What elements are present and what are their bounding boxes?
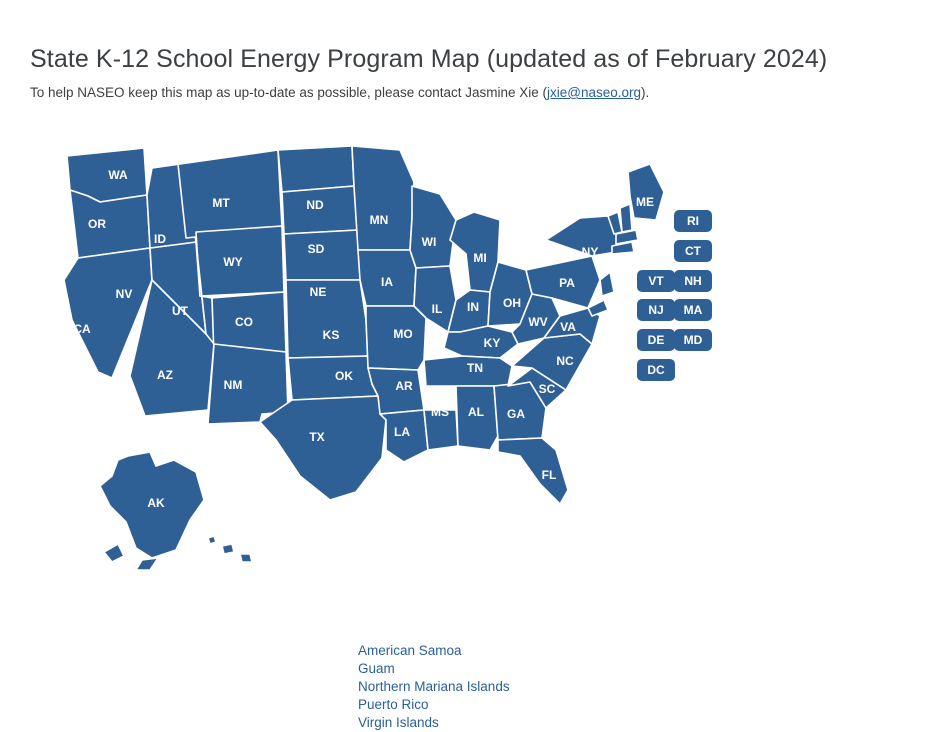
state-shape-or[interactable] xyxy=(70,190,150,258)
state-shape-ks[interactable] xyxy=(286,280,368,358)
state-label-la: LA xyxy=(394,425,410,440)
boxed-state-nj[interactable] xyxy=(637,299,675,321)
territory-item[interactable]: Virgin Islands xyxy=(358,715,439,730)
state-label-co: CO xyxy=(235,315,253,330)
state-shape-me[interactable] xyxy=(628,164,664,220)
state-label-ms: MS xyxy=(431,405,449,420)
state-shape-wy[interactable] xyxy=(196,226,284,296)
state-shape-mo[interactable] xyxy=(366,306,426,370)
contact-note xyxy=(30,85,649,100)
state-shape-nj-outline[interactable] xyxy=(600,272,614,296)
state-label-ri: RI xyxy=(687,214,699,229)
state-shape-tx[interactable] xyxy=(260,396,386,500)
state-label-hi: HI xyxy=(259,542,271,557)
state-label-sc: SC xyxy=(538,382,556,397)
state-shape-la[interactable] xyxy=(380,410,428,462)
state-label-de: DE xyxy=(647,333,665,348)
state-label-ak: AK xyxy=(147,496,165,511)
state-label-nj: NJ xyxy=(648,303,664,318)
state-shape-wi[interactable] xyxy=(410,186,456,268)
state-label-in: IN xyxy=(467,300,479,315)
state-label-ca: CA xyxy=(73,322,91,337)
state-label-dc: DC xyxy=(647,363,665,378)
boxed-states-group xyxy=(637,210,712,381)
boxed-state-de[interactable] xyxy=(637,329,675,351)
boxed-state-md[interactable] xyxy=(674,329,712,351)
page-title: State K-12 School Energy Program Map (updated as of February 2024) xyxy=(30,44,828,73)
state-shape-ms[interactable] xyxy=(424,410,458,450)
state-shape-hi-islands[interactable] xyxy=(208,536,252,562)
territory-item[interactable]: Guam xyxy=(358,661,395,676)
contact-note-prefix: To help NASEO keep this map as up-to-date as possible, please contact Jasmine Xie ( xyxy=(30,85,548,100)
state-label-nc: NC xyxy=(556,354,574,369)
boxed-state-rect[interactable] xyxy=(637,359,675,381)
state-label-al: AL xyxy=(468,405,484,420)
boxed-state-ri[interactable] xyxy=(674,210,712,232)
state-label-ct: CT xyxy=(685,244,701,259)
state-label-ia: IA xyxy=(381,275,393,290)
state-shape-tn[interactable] xyxy=(424,356,512,386)
boxed-state-vt[interactable] xyxy=(637,270,675,292)
state-label-mt: MT xyxy=(212,196,230,211)
state-label-wa: WA xyxy=(108,168,128,183)
boxed-state-nh[interactable] xyxy=(674,270,712,292)
state-label-az: AZ xyxy=(157,368,173,383)
state-shape-mn[interactable] xyxy=(352,146,414,250)
state-shapes-group xyxy=(64,146,664,570)
state-label-ks: KS xyxy=(322,328,340,343)
boxed-state-rect[interactable] xyxy=(674,270,712,292)
territory-item[interactable]: Puerto Rico xyxy=(358,697,429,712)
state-label-oh: OH xyxy=(503,296,521,311)
state-label-tx: TX xyxy=(309,430,325,445)
boxed-state-rect[interactable] xyxy=(637,299,675,321)
state-label-ne: NE xyxy=(309,285,327,300)
state-label-vt: VT xyxy=(648,274,664,289)
state-label-md: MD xyxy=(683,333,703,348)
state-shape-nh-outline[interactable] xyxy=(620,204,632,232)
state-label-ma: MA xyxy=(683,303,703,318)
state-label-id: ID xyxy=(154,232,166,247)
state-label-tn: TN xyxy=(467,361,483,376)
boxed-state-ma[interactable] xyxy=(674,299,712,321)
us-state-map[interactable] xyxy=(0,120,936,730)
us-map-svg[interactable] xyxy=(0,120,936,640)
state-label-ut: UT xyxy=(172,304,188,319)
state-label-mi: MI xyxy=(473,251,487,266)
state-label-va: VA xyxy=(560,320,576,335)
state-shape-fl[interactable] xyxy=(498,438,568,504)
contact-email-link[interactable]: jxie@naseo.org xyxy=(547,85,642,100)
boxed-state-rect[interactable] xyxy=(674,240,712,262)
state-label-pa: PA xyxy=(559,276,575,291)
state-shape-nd[interactable] xyxy=(278,146,354,192)
territory-item[interactable]: American Samoa xyxy=(358,643,462,658)
state-shape-ak[interactable] xyxy=(100,452,204,570)
contact-note-suffix: ). xyxy=(641,85,650,100)
state-label-fl: FL xyxy=(541,468,557,483)
state-label-wv: WV xyxy=(528,315,548,330)
state-label-sd: SD xyxy=(307,242,325,257)
boxed-state-rect[interactable] xyxy=(674,210,712,232)
territory-item[interactable]: Northern Mariana Islands xyxy=(358,679,510,694)
state-shape-ia[interactable] xyxy=(358,250,416,306)
state-label-nh: NH xyxy=(684,274,702,289)
state-label-ok: OK xyxy=(335,369,353,384)
boxed-state-rect[interactable] xyxy=(674,299,712,321)
state-shape-ne[interactable] xyxy=(284,230,366,280)
boxed-state-rect[interactable] xyxy=(637,270,675,292)
state-label-ar: AR xyxy=(395,379,413,394)
boxed-state-rect[interactable] xyxy=(674,329,712,351)
state-label-il: IL xyxy=(431,302,443,317)
boxed-state-dc[interactable] xyxy=(637,359,675,381)
state-label-nm: NM xyxy=(223,378,243,393)
state-label-wi: WI xyxy=(421,235,437,250)
state-label-ny: NY xyxy=(581,245,599,260)
state-label-me: ME xyxy=(636,195,654,210)
state-shape-sd[interactable] xyxy=(282,186,358,234)
state-shape-al[interactable] xyxy=(456,386,498,450)
boxed-state-ct[interactable] xyxy=(674,240,712,262)
state-label-ky: KY xyxy=(483,336,501,351)
state-label-wy: WY xyxy=(223,255,243,270)
boxed-state-rect[interactable] xyxy=(637,329,675,351)
state-label-nv: NV xyxy=(115,287,133,302)
territory-list xyxy=(358,642,510,732)
state-label-ga: GA xyxy=(507,407,525,422)
state-label-mn: MN xyxy=(369,213,389,228)
state-label-or: OR xyxy=(88,217,106,232)
state-label-mo: MO xyxy=(393,327,413,342)
state-shape-ok[interactable] xyxy=(288,356,378,400)
state-label-nd: ND xyxy=(306,198,324,213)
